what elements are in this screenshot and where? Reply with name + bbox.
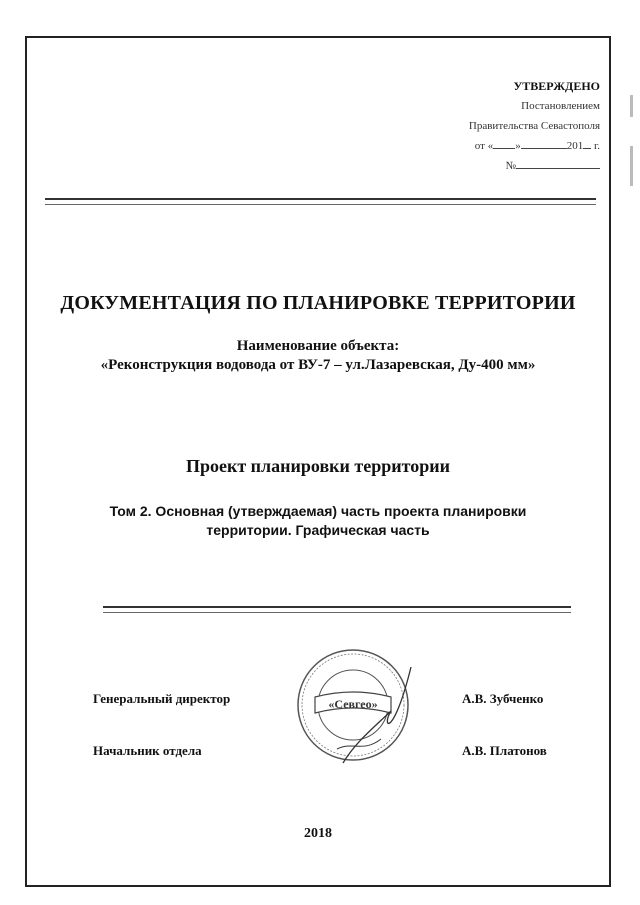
scan-edge-mark [630, 146, 633, 186]
signature-role-2: Начальник отдела [93, 743, 202, 758]
volume-title: Том 2. Основная (утверждаемая) часть проекта планировки территории. Графическая часть [109, 503, 527, 538]
organization-stamp [293, 645, 413, 765]
approval-block [469, 76, 600, 176]
signature-stroke [343, 667, 411, 763]
approval-line-2: Правительства Севастополя [468, 120, 600, 132]
stamp-text: «Севгео» [328, 697, 378, 711]
document-year: 2018 [304, 826, 332, 841]
approval-date: от « » 201 г. [469, 136, 600, 156]
object-label: Наименование объекта: [236, 338, 400, 354]
approval-line-1: Постановлением [521, 100, 600, 112]
signature-role-1: Генеральный директор [93, 691, 231, 706]
approval-title: УТВЕРЖДЕНО [513, 79, 600, 93]
top-divider [45, 198, 596, 205]
approval-number: № [469, 156, 600, 176]
scan-edge-mark [630, 95, 633, 117]
signature-name-1: А.В. Зубченко [462, 691, 544, 706]
signature-name-2: А.В. Платонов [462, 743, 547, 758]
signature-stroke [337, 739, 381, 749]
object-name: «Реконструкция водовода от ВУ-7 – ул.Лазаревская, Ду-400 мм» [100, 357, 536, 373]
project-title: Проект планировки территории [185, 456, 451, 476]
document-title: ДОКУМЕНТАЦИЯ ПО ПЛАНИРОВКЕ ТЕРРИТОРИИ [60, 292, 576, 314]
middle-divider [103, 606, 571, 613]
